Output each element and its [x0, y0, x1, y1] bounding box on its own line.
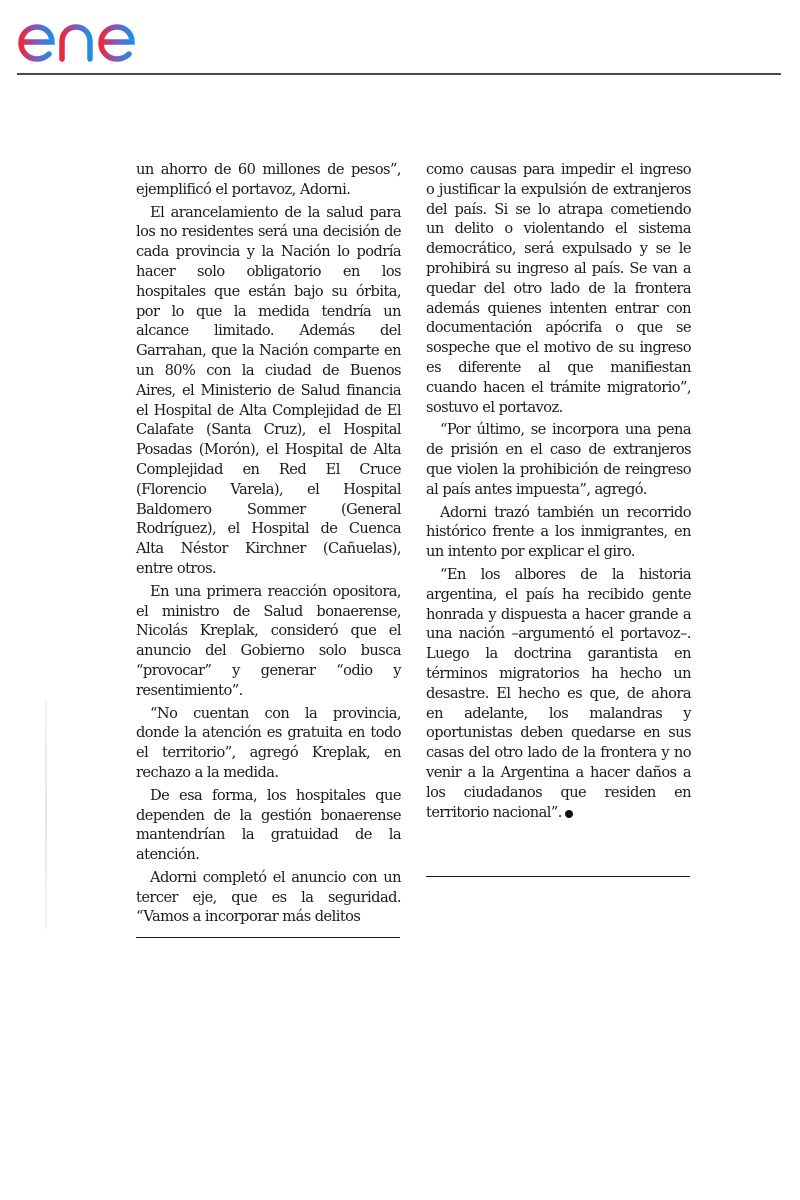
header-divider	[17, 73, 781, 75]
paragraph: En una primera reacción opositora, el ministro de Salud bonaerense, Nicolás Kreplak, consideró que el anuncio del Gobierno solo busca “provocar” y generar “odio y resentimiento”.	[136, 582, 401, 699]
paragraph-text: “En los albores de la historia argentina, el país ha recibido gente honrada y dispuesta a hacer grande a una nación –argumentó el portavoz–. Luego la doctrina garantista en términos migratorios ha hecho un desastre. El hecho es que, de ahora en adelante, los malandras y oportunistas deben quedarse en sus casas del otro lado de la frontera y no venir a la Argentina a hacer daños a los ciudadanos que residen en territorio nacional”.	[426, 565, 691, 821]
column-end-rule-left	[136, 937, 400, 938]
paragraph: “Por último, se incorpora una pena de prisión en el caso de extranjeros que violen la prohibición de reingreso al país antes impuesta”, agregó.	[426, 421, 691, 498]
paragraph: un ahorro de 60 millones de pesos”, ejemplificó el portavoz, Adorni.	[136, 161, 401, 198]
paragraph: Adorni completó el anuncio con un tercer eje, que es la seguridad. “Vamos a incorporar más delitos	[136, 868, 401, 926]
enel-logo	[16, 6, 176, 70]
paragraph: De esa forma, los hospitales que dependen de la gestión bonaerense mantendrían la gratuidad de la atención.	[136, 786, 401, 864]
page-header	[0, 0, 800, 76]
article-column-left	[136, 160, 401, 930]
end-of-article-dot-icon	[565, 810, 573, 818]
paragraph: Adorni trazó también un recorrido histórico frente a los inmigrantes, en un intento por explicar el giro.	[426, 503, 691, 561]
paragraph: como causas para impedir el ingreso o justificar la expulsión de extranjeros del país. Si se lo atrapa cometiendo un delito o violentando el sistema democrático, será expulsado y se le prohibirá su ingreso al país. Se van a quedar del otro lado de la frontera además quienes intenten entrar con documentación apócrifa o que se sospeche que el motivo de su ingreso es diferente al que manifiestan cuando hacen el trámite migratorio”, sostuvo el portavoz.	[426, 161, 691, 416]
paragraph: El arancelamiento de la salud para los no residentes será una decisión de cada provincia y la Nación lo podría hacer solo obligatorio en los hospitales que están bajo su órbita, por lo que la medida tendría un alcance limitado. Además del Garrahan, que la Nación comparte en un 80% con la ciudad de Buenos Aires, el Ministerio de Salud financia el Hospital de Alta Complejidad de El Calafate (Santa Cruz), el Hospital Posadas (Morón), el Hospital de Alta Complejidad en Red El Cruce (Florencio Varela), el Hospital Baldomero Sommer (General Rodríguez), el Hospital de Cuenca Alta Néstor Kirchner (Cañuelas), entre otros.	[136, 203, 401, 577]
article-column-right	[426, 160, 691, 825]
column-end-rule-right	[426, 876, 690, 877]
paragraph: “No cuentan con la provincia, donde la atención es gratuita en todo el territorio”, agregó Kreplak, en rechazo a la medida.	[136, 704, 401, 781]
scan-margin-mark	[45, 700, 47, 930]
paragraph	[426, 565, 691, 822]
